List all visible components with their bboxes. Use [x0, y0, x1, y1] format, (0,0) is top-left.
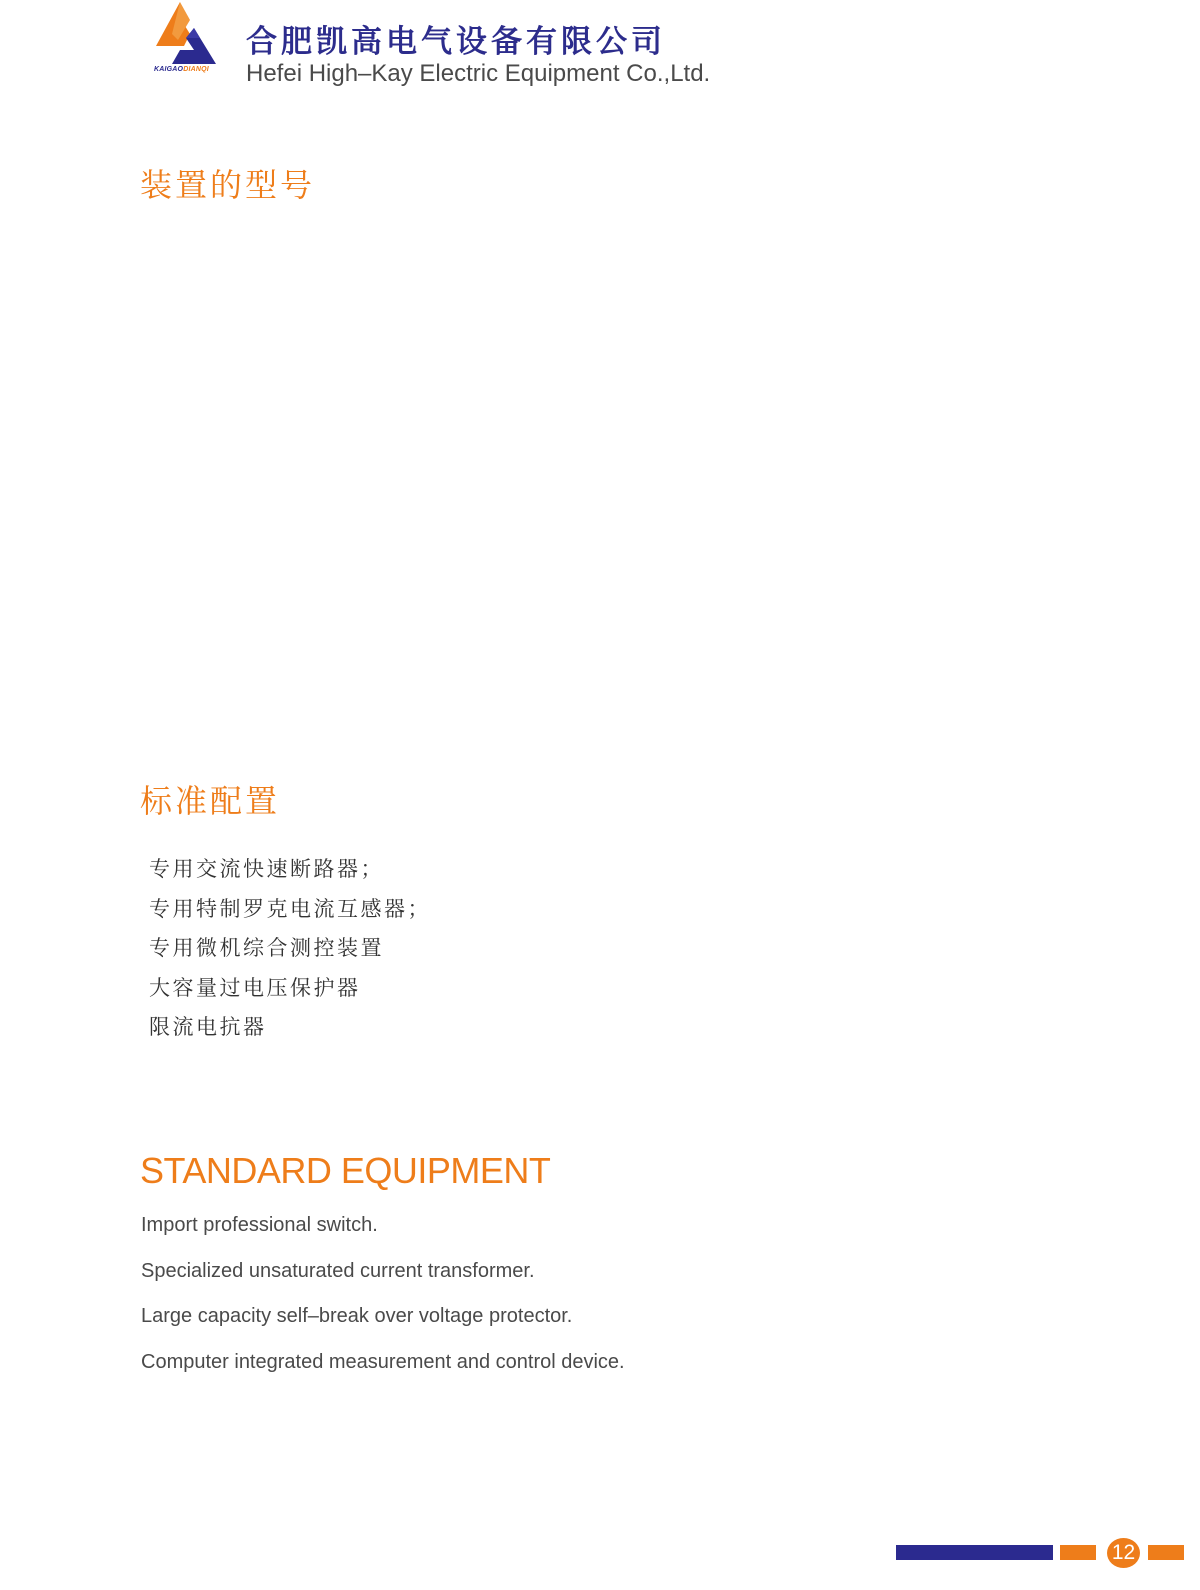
standard-equipment-title-en: STANDARD EQUIPMENT [140, 1150, 551, 1191]
company-name-en: Hefei High–Kay Electric Equipment Co.,Ltd. [246, 60, 711, 87]
footer-bar-orange-right [1148, 1545, 1184, 1560]
standard-config-title-cn: 标准配置 [140, 782, 281, 820]
list-item: 专用交流快速断路器； [149, 857, 384, 881]
list-item: 专用特制罗克电流互感器； [149, 896, 431, 921]
logo-caption [154, 66, 209, 73]
footer-bar-blue [896, 1545, 1053, 1560]
logo-caption-part2: DIANQI [183, 66, 209, 73]
company-name-cn: 合肥凯高电气设备有限公司 [246, 24, 666, 60]
list-item: Import professional switch. [141, 1214, 378, 1236]
standard-config-list-cn [149, 855, 431, 1053]
page-number-badge: 12 [1107, 1538, 1140, 1568]
list-item: Large capacity self–break over voltage protector. [141, 1305, 573, 1327]
model-section-title: 装置的型号 [140, 166, 316, 204]
list-item: 大容量过电压保护器 [149, 975, 361, 1000]
list-item: 限流电抗器 [149, 1015, 267, 1039]
footer-bar-orange [1060, 1545, 1096, 1560]
list-item: Specialized unsaturated current transformer. [141, 1259, 535, 1282]
logo-caption-part1: KAIGAO [154, 66, 184, 73]
list-item: 专用微机综合测控装置 [149, 936, 384, 960]
list-item: Computer integrated measurement and control device. [141, 1350, 625, 1373]
standard-equipment-list-en [141, 1213, 625, 1395]
